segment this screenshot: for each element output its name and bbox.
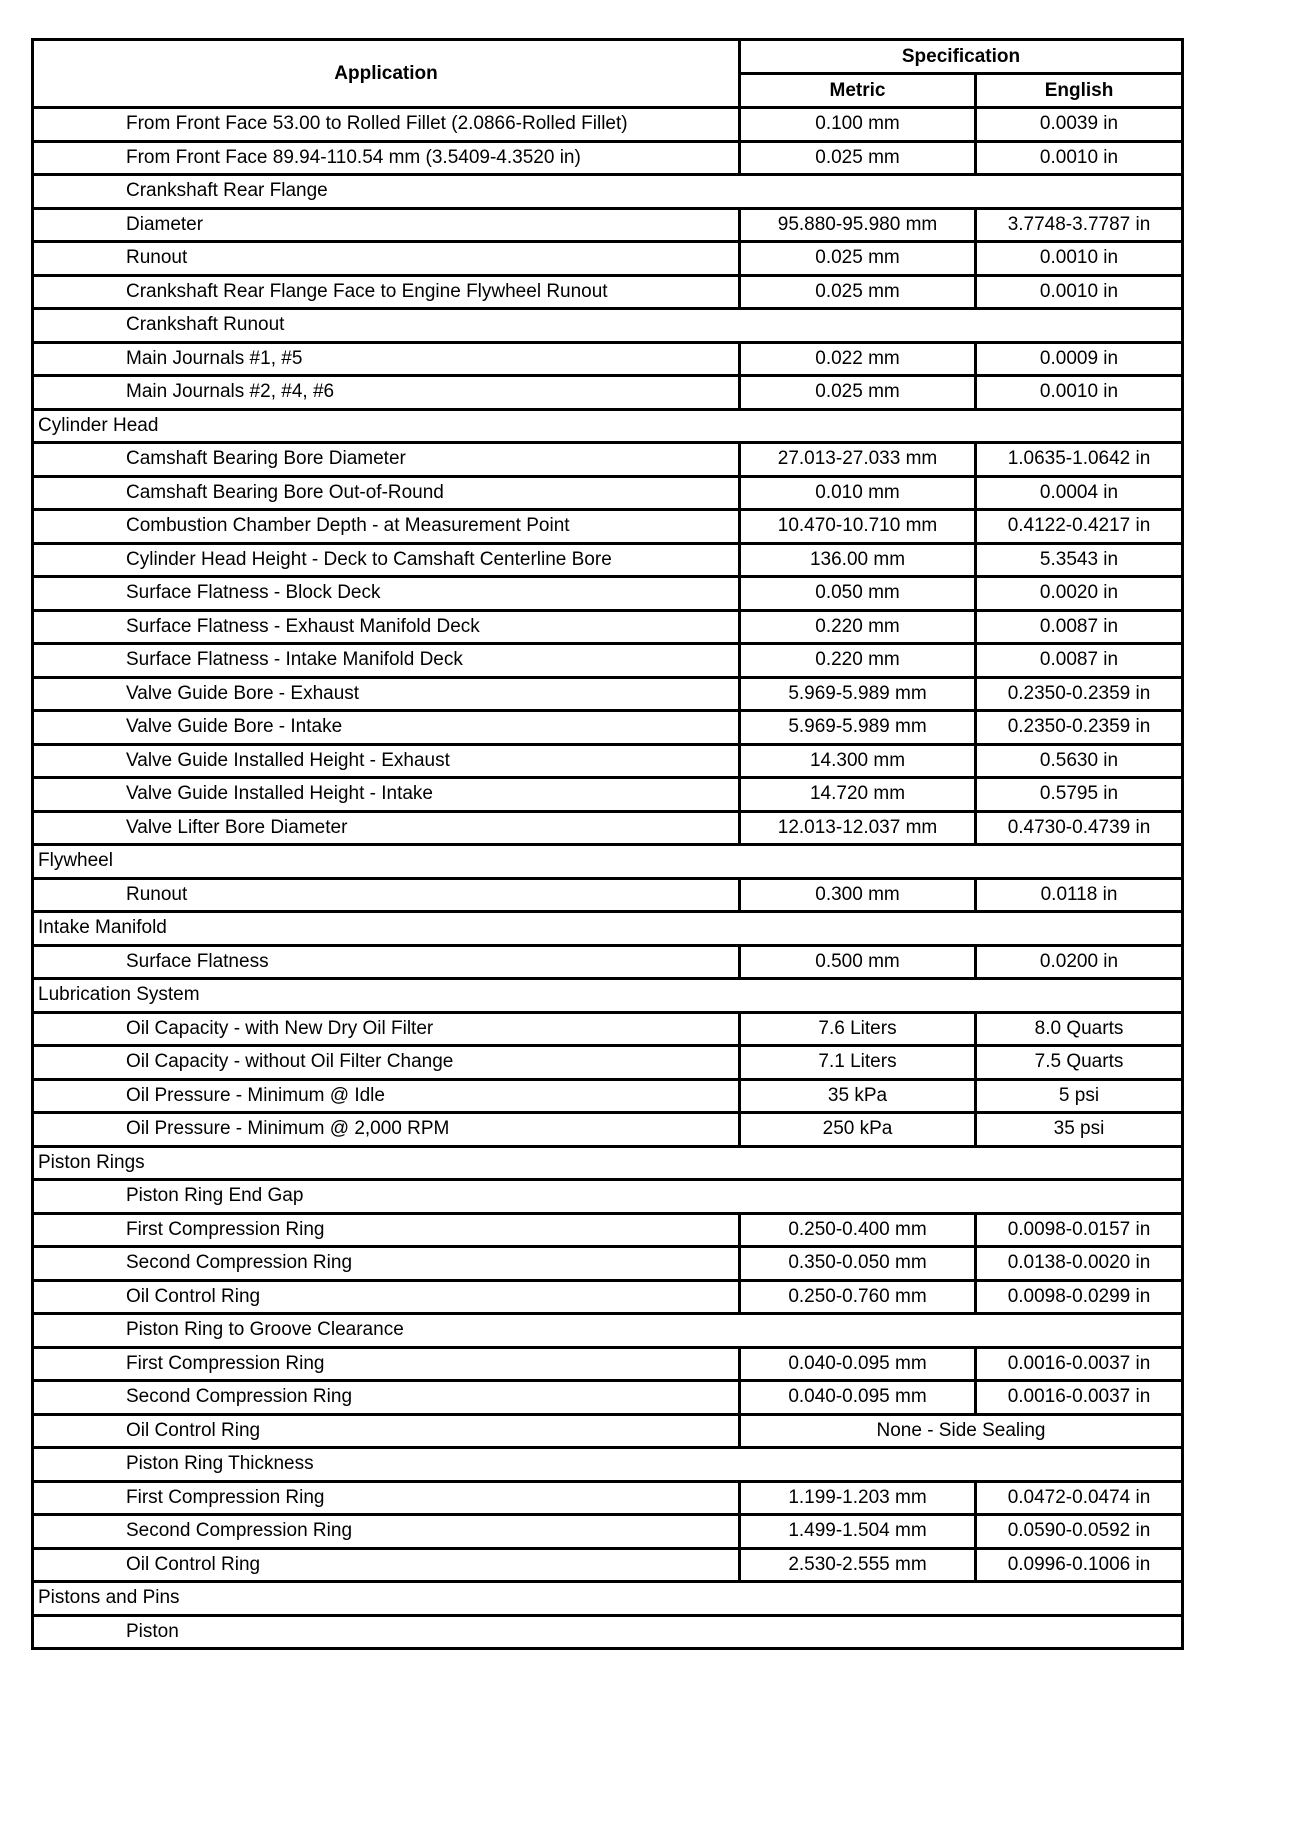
application-cell: Surface Flatness [33,945,740,979]
table-row [33,644,1183,678]
english-cell: 35 psi [976,1113,1183,1147]
english-cell: 0.0009 in [976,342,1183,376]
section-title: Pistons and Pins [33,1582,1183,1616]
metric-cell: 0.022 mm [740,342,976,376]
subsection-title: Piston Ring to Groove Clearance [33,1314,1183,1348]
application-cell: Runout [33,242,740,276]
application-cell: Surface Flatness - Block Deck [33,577,740,611]
metric-cell: 0.025 mm [740,376,976,410]
application-cell: Valve Guide Installed Height - Intake [33,778,740,812]
table-row [33,1079,1183,1113]
section-row [33,1582,1183,1616]
table-row [33,543,1183,577]
specification-table [31,38,1184,1650]
metric-cell: 0.040-0.095 mm [740,1381,976,1415]
subsection-row [33,1180,1183,1214]
table-row [33,1247,1183,1281]
application-cell: Diameter [33,208,740,242]
table-row [33,376,1183,410]
table-row [33,1515,1183,1549]
metric-cell: 0.040-0.095 mm [740,1347,976,1381]
application-cell: Oil Capacity - without Oil Filter Change [33,1046,740,1080]
table-row [33,778,1183,812]
metric-cell: 12.013-12.037 mm [740,811,976,845]
metric-cell: 14.720 mm [740,778,976,812]
table-row [33,1046,1183,1080]
metric-cell: 0.050 mm [740,577,976,611]
table-row [33,945,1183,979]
table-row [33,1280,1183,1314]
english-cell: 0.0087 in [976,644,1183,678]
section-title: Flywheel [33,845,1183,879]
english-cell: 0.2350-0.2359 in [976,711,1183,745]
english-cell: 0.0200 in [976,945,1183,979]
subsection-title: Crankshaft Runout [33,309,1183,343]
table-row [33,677,1183,711]
section-row [33,1146,1183,1180]
metric-cell: 0.025 mm [740,242,976,276]
subsection-title: Piston [33,1615,1183,1649]
metric-cell: 0.220 mm [740,644,976,678]
english-cell: 0.0020 in [976,577,1183,611]
application-cell: Main Journals #1, #5 [33,342,740,376]
english-cell: 0.2350-0.2359 in [976,677,1183,711]
table-row [33,577,1183,611]
english-cell: 0.5795 in [976,778,1183,812]
header-row [33,40,1183,74]
table-row [33,811,1183,845]
subsection-row [33,1448,1183,1482]
section-title: Cylinder Head [33,409,1183,443]
table-row [33,510,1183,544]
application-cell: Valve Guide Bore - Intake [33,711,740,745]
english-cell: 0.0087 in [976,610,1183,644]
application-cell: Oil Pressure - Minimum @ Idle [33,1079,740,1113]
application-cell: Oil Control Ring [33,1414,740,1448]
english-cell: 0.0118 in [976,878,1183,912]
application-cell: Oil Pressure - Minimum @ 2,000 RPM [33,1113,740,1147]
table-row [33,443,1183,477]
english-cell: 0.0472-0.0474 in [976,1481,1183,1515]
english-cell: 7.5 Quarts [976,1046,1183,1080]
metric-cell: 136.00 mm [740,543,976,577]
table-row [33,1381,1183,1415]
section-row [33,979,1183,1013]
table-row [33,242,1183,276]
english-cell: 0.5630 in [976,744,1183,778]
metric-cell: 14.300 mm [740,744,976,778]
table-row [33,342,1183,376]
metric-cell: 5.969-5.989 mm [740,711,976,745]
table-row [33,878,1183,912]
english-cell: 8.0 Quarts [976,1012,1183,1046]
table-row [33,1113,1183,1147]
subsection-title: Piston Ring Thickness [33,1448,1183,1482]
application-cell: Oil Control Ring [33,1548,740,1582]
metric-cell: 0.500 mm [740,945,976,979]
application-header: Application [33,40,740,108]
metric-cell: 0.100 mm [740,108,976,142]
application-cell: Second Compression Ring [33,1515,740,1549]
metric-cell: 2.530-2.555 mm [740,1548,976,1582]
metric-cell: 35 kPa [740,1079,976,1113]
application-cell: Crankshaft Rear Flange Face to Engine Flywheel Runout [33,275,740,309]
metric-cell: 0.250-0.400 mm [740,1213,976,1247]
table-row [33,275,1183,309]
section-row [33,409,1183,443]
application-cell: Surface Flatness - Exhaust Manifold Deck [33,610,740,644]
section-row [33,912,1183,946]
metric-cell: 5.969-5.989 mm [740,677,976,711]
metric-cell: 0.010 mm [740,476,976,510]
spec-value-cell: None - Side Sealing [740,1414,1183,1448]
metric-cell: 27.013-27.033 mm [740,443,976,477]
metric-cell: 0.220 mm [740,610,976,644]
english-cell: 0.0996-0.1006 in [976,1548,1183,1582]
application-cell: Cylinder Head Height - Deck to Camshaft Centerline Bore [33,543,740,577]
table-row [33,1414,1183,1448]
table-row [33,208,1183,242]
application-cell: Oil Control Ring [33,1280,740,1314]
application-cell: Surface Flatness - Intake Manifold Deck [33,644,740,678]
application-cell: First Compression Ring [33,1347,740,1381]
english-cell: 0.0010 in [976,141,1183,175]
metric-cell: 250 kPa [740,1113,976,1147]
application-cell: Valve Lifter Bore Diameter [33,811,740,845]
english-cell: 0.0010 in [976,275,1183,309]
english-cell: 3.7748-3.7787 in [976,208,1183,242]
section-title: Lubrication System [33,979,1183,1013]
metric-cell: 7.6 Liters [740,1012,976,1046]
metric-cell: 1.199-1.203 mm [740,1481,976,1515]
section-title: Intake Manifold [33,912,1183,946]
english-cell: 0.0010 in [976,242,1183,276]
subsection-title: Piston Ring End Gap [33,1180,1183,1214]
metric-cell: 1.499-1.504 mm [740,1515,976,1549]
table-row [33,1012,1183,1046]
table-row [33,1213,1183,1247]
metric-cell: 0.300 mm [740,878,976,912]
application-cell: Valve Guide Installed Height - Exhaust [33,744,740,778]
application-cell: From Front Face 89.94-110.54 mm (3.5409-4.3520 in) [33,141,740,175]
english-cell: 0.0590-0.0592 in [976,1515,1183,1549]
english-cell: 0.0098-0.0299 in [976,1280,1183,1314]
english-cell: 0.4730-0.4739 in [976,811,1183,845]
subsection-title: Crankshaft Rear Flange [33,175,1183,209]
application-cell: From Front Face 53.00 to Rolled Fillet (2.0866-Rolled Fillet) [33,108,740,142]
metric-cell: 10.470-10.710 mm [740,510,976,544]
metric-cell: 95.880-95.980 mm [740,208,976,242]
table-row [33,711,1183,745]
subsection-row [33,175,1183,209]
english-cell: 0.0039 in [976,108,1183,142]
application-cell: Main Journals #2, #4, #6 [33,376,740,410]
table-row [33,744,1183,778]
metric-cell: 0.350-0.050 mm [740,1247,976,1281]
table-row [33,1481,1183,1515]
application-cell: Runout [33,878,740,912]
section-title: Piston Rings [33,1146,1183,1180]
english-cell: 0.0138-0.0020 in [976,1247,1183,1281]
application-cell: Second Compression Ring [33,1381,740,1415]
application-cell: First Compression Ring [33,1481,740,1515]
application-cell: Oil Capacity - with New Dry Oil Filter [33,1012,740,1046]
metric-cell: 0.025 mm [740,275,976,309]
english-cell: 0.4122-0.4217 in [976,510,1183,544]
application-cell: Combustion Chamber Depth - at Measurement Point [33,510,740,544]
english-header: English [976,74,1183,108]
english-cell: 0.0010 in [976,376,1183,410]
application-cell: Camshaft Bearing Bore Diameter [33,443,740,477]
table-row [33,1548,1183,1582]
english-cell: 5 psi [976,1079,1183,1113]
english-cell: 0.0098-0.0157 in [976,1213,1183,1247]
english-cell: 1.0635-1.0642 in [976,443,1183,477]
table-row [33,1347,1183,1381]
application-cell: Second Compression Ring [33,1247,740,1281]
application-cell: Camshaft Bearing Bore Out-of-Round [33,476,740,510]
english-cell: 5.3543 in [976,543,1183,577]
english-cell: 0.0016-0.0037 in [976,1347,1183,1381]
section-row [33,845,1183,879]
metric-cell: 0.025 mm [740,141,976,175]
subsection-row [33,309,1183,343]
metric-header: Metric [740,74,976,108]
specification-header: Specification [740,40,1183,74]
subsection-row [33,1615,1183,1649]
subsection-row [33,1314,1183,1348]
table-row [33,476,1183,510]
metric-cell: 0.250-0.760 mm [740,1280,976,1314]
table-row [33,141,1183,175]
table-row [33,108,1183,142]
table-row [33,610,1183,644]
application-cell: Valve Guide Bore - Exhaust [33,677,740,711]
english-cell: 0.0004 in [976,476,1183,510]
metric-cell: 7.1 Liters [740,1046,976,1080]
english-cell: 0.0016-0.0037 in [976,1381,1183,1415]
application-cell: First Compression Ring [33,1213,740,1247]
